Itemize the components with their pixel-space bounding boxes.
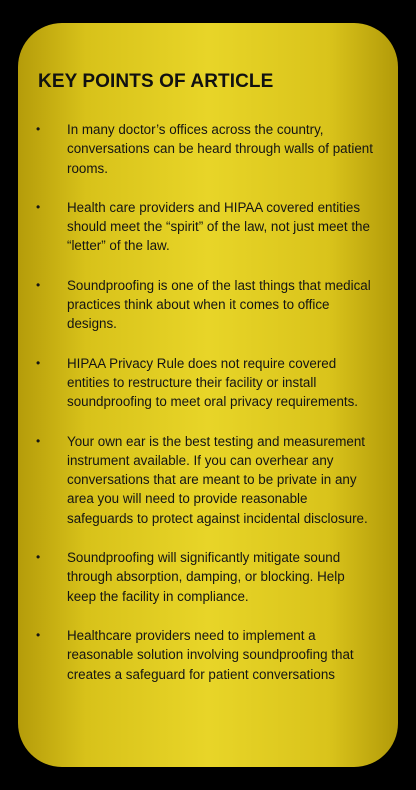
key-point-text: Health care providers and HIPAA covered entities should meet the “spirit” of the law, not just meet the “letter” of the law. — [67, 199, 370, 254]
key-point-item — [0, 198, 416, 256]
key-point-item — [0, 432, 416, 528]
bullet-icon: • — [36, 433, 41, 448]
bullet-icon: • — [36, 627, 41, 642]
key-point-text: Healthcare providers need to implement a reasonable solution involving soundproofing that creates a safeguard for patient conversations — [67, 627, 354, 682]
key-point-text: Soundproofing will significantly mitigate sound through absorption, damping, or blocking. Help keep the facility in compliance. — [67, 550, 345, 604]
bullet-icon: • — [36, 355, 41, 370]
key-point-text: HIPAA Privacy Rule does not require covered entities to restructure their facility or install soundproofing to meet oral privacy requirements. — [67, 355, 359, 410]
key-point-text: Your own ear is the best testing and measurement instrument available. If you can overhear any conversations that are meant to be private in any area you will need to provide reasonable safeguards to protect against incidental disclosure. — [67, 433, 368, 526]
key-point-text: Soundproofing is one of the last things that medical practices think about when it comes to office designs. — [67, 277, 371, 332]
key-point-item — [0, 120, 416, 178]
key-point-item — [0, 354, 416, 412]
bullet-icon: • — [36, 277, 41, 292]
bullet-icon: • — [36, 199, 41, 214]
bullet-icon: • — [36, 550, 41, 565]
key-points-list — [0, 120, 416, 704]
card-title: KEY POINTS OF ARTICLE — [38, 71, 274, 92]
bullet-icon: • — [36, 122, 41, 136]
key-point-item — [0, 276, 416, 334]
key-point-item — [0, 548, 416, 606]
key-point-item — [0, 626, 416, 684]
key-point-text: In many doctor’s offices across the country, conversations can be heard through walls of patient rooms. — [67, 122, 373, 176]
